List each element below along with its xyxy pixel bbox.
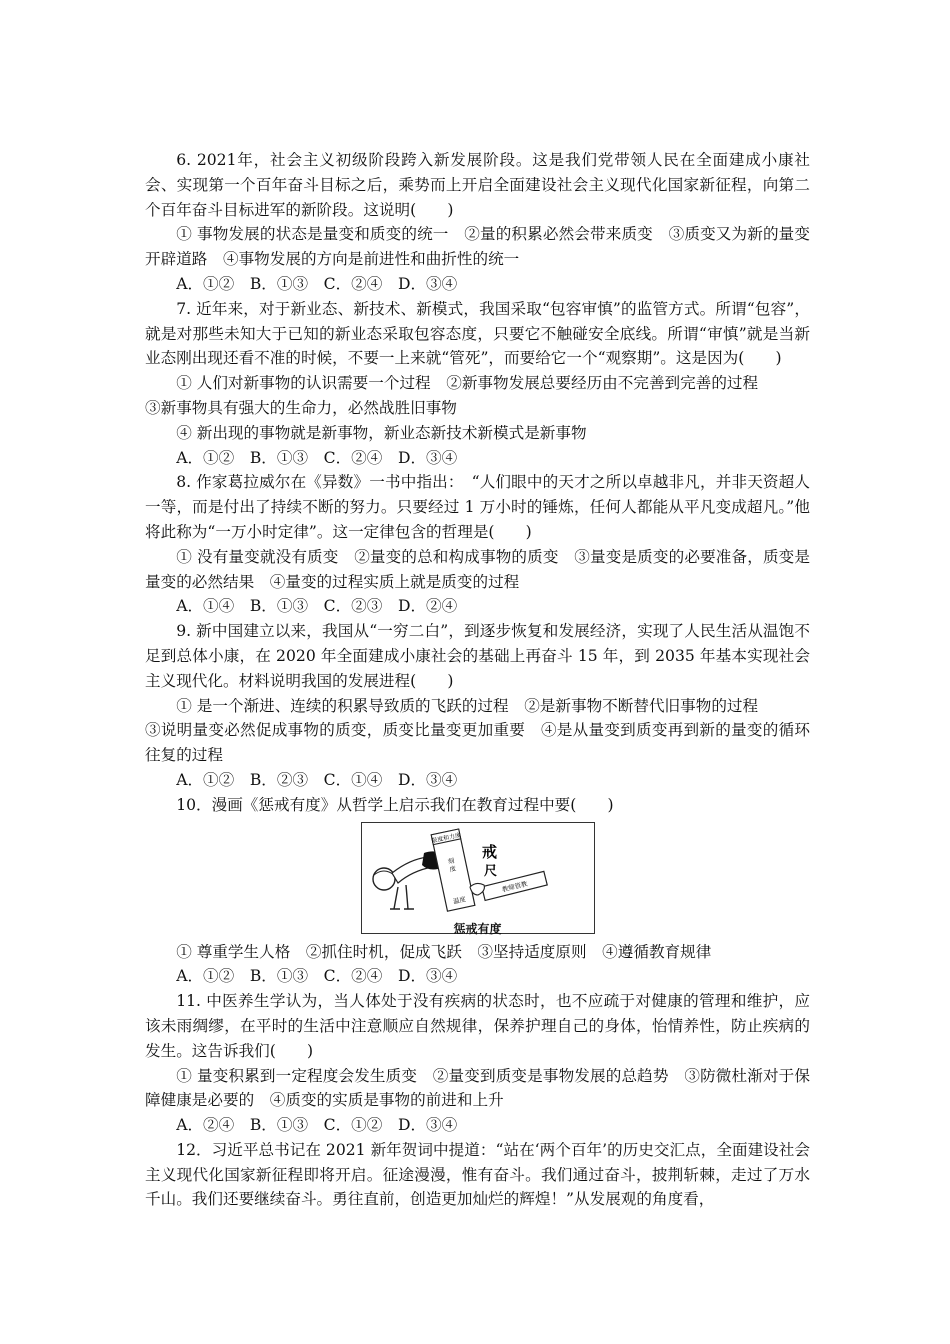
question-stem: 11. 中医养生学认为，当人体处于没有疾病的状态时，也不应疏于对健康的管理和维护，应该未雨绸缪，在平时的生活中注意顺应自然规律，保养护理自己的身体，怡情养性，防止疾病的发生。这告诉我们( )	[145, 992, 810, 1060]
statement-options: ③说明量变必然促成事物的质变，质变比量变更加重要 ④是从量变到质变再到新的量变的循环往复的过程	[145, 721, 810, 765]
question-6	[145, 148, 810, 297]
cartoon-figure	[145, 822, 810, 937]
cartoon-drawing	[362, 823, 594, 915]
answer-choices: A．①④ B．①③ C．②③ D．②④	[176, 597, 458, 616]
svg-text:刻: 刻	[446, 856, 455, 866]
statement-options: ① 人们对新事物的认识需要一个过程 ②新事物发展总要经历由不完善到完善的过程	[176, 374, 759, 393]
answer-choices: A．①② B．①③ C．②④ D．③④	[176, 274, 458, 293]
question-12	[145, 1138, 810, 1212]
answer-choices: A．①② B．①③ C．②④ D．③④	[176, 448, 458, 467]
statement-options: ④ 新出现的事物就是新事物，新业态新技术新模式是新事物	[176, 423, 587, 442]
label-warmth: 温度	[451, 894, 467, 906]
question-stem: 6. 2021年，社会主义初级阶段跨入新发展阶段。这是我们党带领人民在全面建成小康社会、实现第一个百年奋斗目标之后，乘势而上开启全面建设社会主义现代化国家新征程，向第二个百年奋斗目标进军的新阶段。这说明( )	[145, 151, 810, 219]
question-stem: 8. 作家葛拉威尔在《异数》一书中指出： “人们眼中的天才之所以卓越非凡，并非天资超人一等，而是付出了持续不断的努力。只要经过 1 万小时的锤炼，任何人都能从平凡变成超凡。”他将此称为“一万小时定律”。这一定律包含的哲理是( )	[145, 473, 810, 541]
statement-options: ① 量变积累到一定程度会发生质变 ②量变到质变是事物发展的总趋势 ③防微杜渐对于保障健康是必要的 ④质变的实质是事物的前进和上升	[145, 1066, 810, 1110]
question-8	[145, 470, 810, 619]
cartoon-caption: 惩戒有度	[453, 922, 502, 937]
question-11	[145, 989, 810, 1138]
answer-choices: A．①② B．②③ C．①④ D．③④	[176, 770, 458, 789]
question-stem: 7. 近年来，对于新业态、新技术、新模式，我国采取“包容审慎”的监管方式。所谓“包容”，就是对那些未知大于已知的新业态采取包容态度，只要它不触碰安全底线。所谓“审慎”就是当新业态刚出现还看不准的时候，不要一上来就“管死”，而要给它一个“观察期”。这是因为( )	[145, 299, 810, 368]
answer-choices: A．①② B．①③ C．②④ D．③④	[176, 967, 458, 986]
question-stem: 9. 新中国建立以来，我国从“一穷二白”，到逐步恢复和发展经济，实现了人民生活从温饱不足到总体小康，在 2020 年全面建成小康社会的基础上再奋斗 15 年，到 2035 年基本实现社会主义现代化。材料说明我国的发展进程( )	[145, 622, 810, 690]
label-limit-strength: 限度和力度	[430, 831, 462, 845]
label-chi: 尺	[483, 863, 497, 879]
question-10	[145, 793, 810, 989]
statement-options: ① 没有量变就没有质变 ②量变的总和构成事物的质变 ③量变是质变的必要准备，质变是量变的必然结果 ④量变的过程实质上就是质变的过程	[145, 547, 810, 591]
question-stem: 10．漫画《惩戒有度》从哲学上启示我们在教育过程中要( )	[176, 795, 614, 814]
statement-options: ① 尊重学生人格 ②抓住时机，促成飞跃 ③坚持适度原则 ④遵循教育规律	[176, 942, 712, 961]
question-stem: 12．习近平总书记在 2021 新年贺词中提道：“站在‘两个百年’的历史交汇点，全面建设社会主义现代化国家新征程即将开启。征途漫漫，惟有奋斗。我们通过奋斗，披荆斩棘，走过了万水千山。我们还要继续奋斗。勇往直前，创造更加灿烂的辉煌！”从发展观的角度看，	[145, 1140, 810, 1209]
statement-options: ① 事物发展的状态是量变和质变的统一 ②量的积累必然会带来质变 ③质变又为新的量变开辟道路 ④事物发展的方向是前进性和曲折性的统一	[145, 225, 810, 269]
cartoon-image	[361, 822, 595, 937]
statement-options: ① 是一个渐进、连续的积累导致质的飞跃的过程 ②是新事物不断替代旧事物的过程	[176, 696, 759, 715]
svg-text:度: 度	[448, 864, 457, 874]
answer-choices: A．②④ B．①③ C．①② D．③④	[176, 1116, 458, 1135]
statement-options: ③新事物具有强大的生命力，必然战胜旧事物	[145, 398, 457, 417]
question-list	[145, 148, 810, 1212]
label-jie: 戒	[481, 842, 497, 861]
question-7	[145, 297, 810, 471]
question-9	[145, 619, 810, 793]
label-teacher-discipline: 教师管教	[500, 879, 528, 894]
